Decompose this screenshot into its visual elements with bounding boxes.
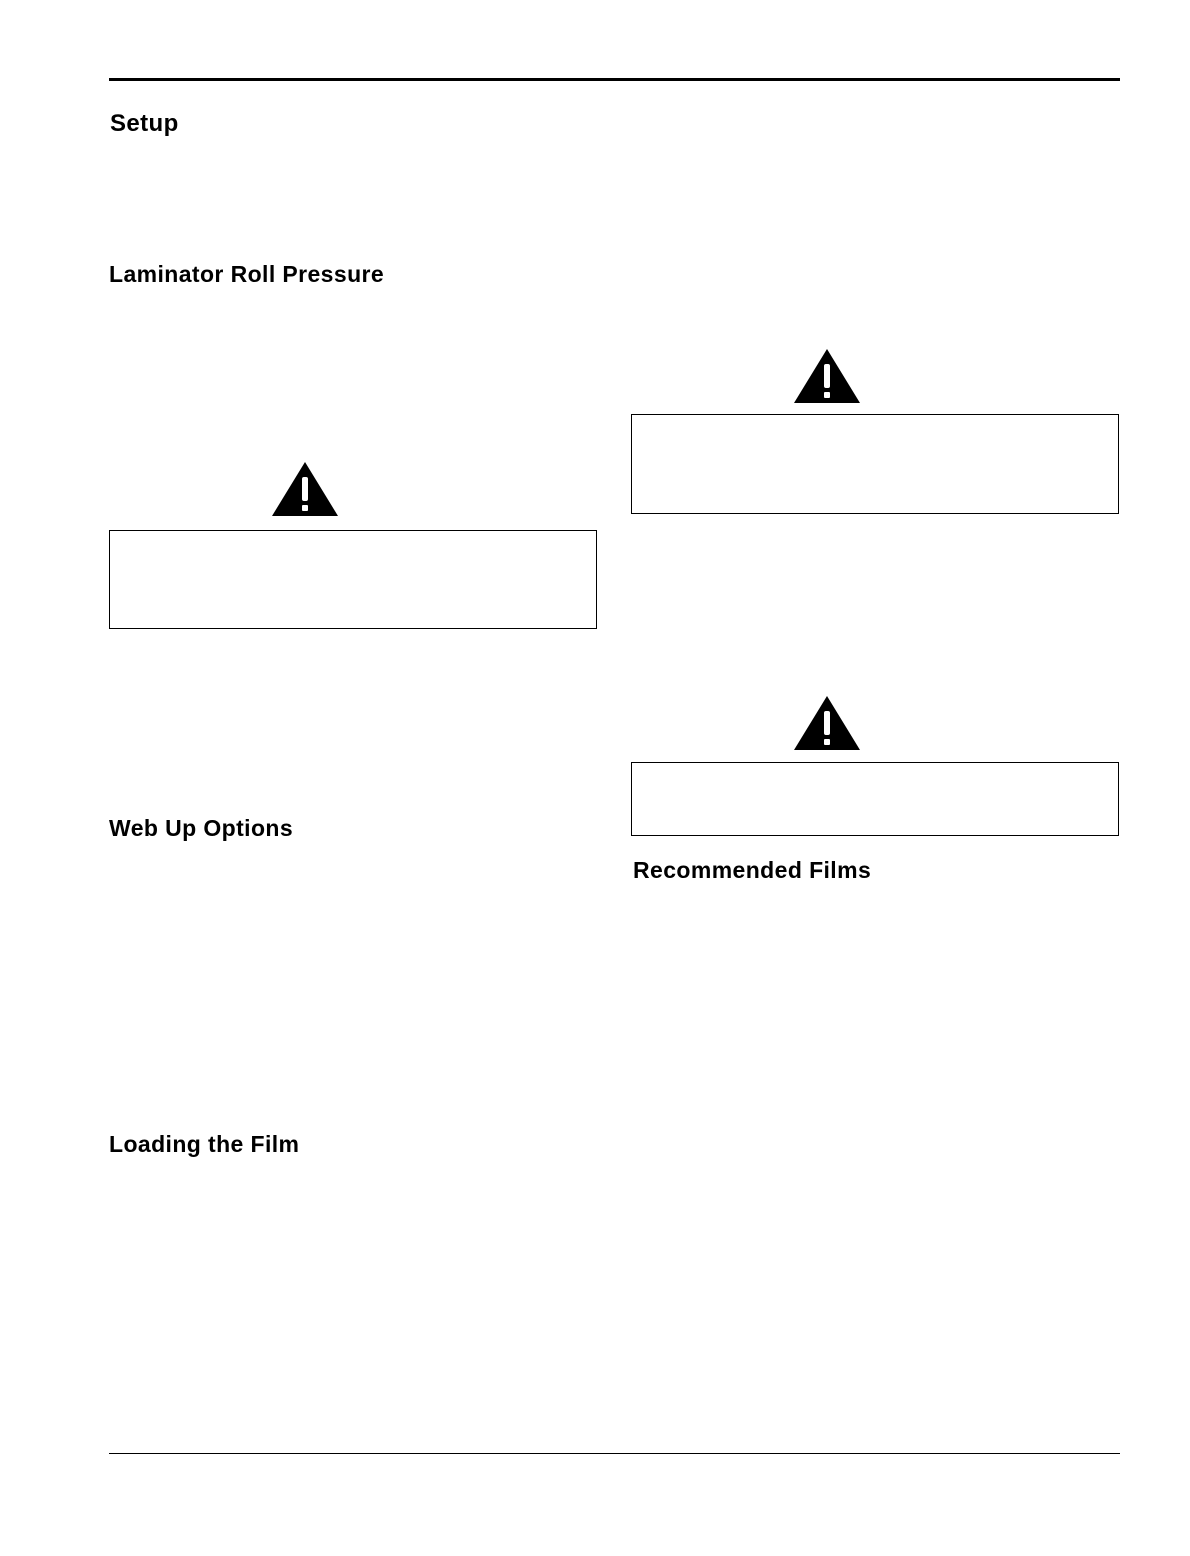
footer-rule xyxy=(109,1453,1120,1454)
heading-laminator-roll-pressure: Laminator Roll Pressure xyxy=(109,261,385,287)
warning-triangle-icon xyxy=(793,348,861,404)
warning-box-left xyxy=(109,530,597,629)
heading-setup: Setup xyxy=(110,110,179,137)
warning-box-right-bottom xyxy=(631,762,1119,836)
heading-loading-the-film: Loading the Film xyxy=(109,1131,300,1157)
heading-web-up-options: Web Up Options xyxy=(109,815,294,841)
warning-triangle-icon xyxy=(793,695,861,751)
warning-box-right-top xyxy=(631,414,1119,514)
heading-recommended-films: Recommended Films xyxy=(633,857,872,883)
header-rule xyxy=(109,78,1120,81)
warning-triangle-icon xyxy=(271,461,339,517)
